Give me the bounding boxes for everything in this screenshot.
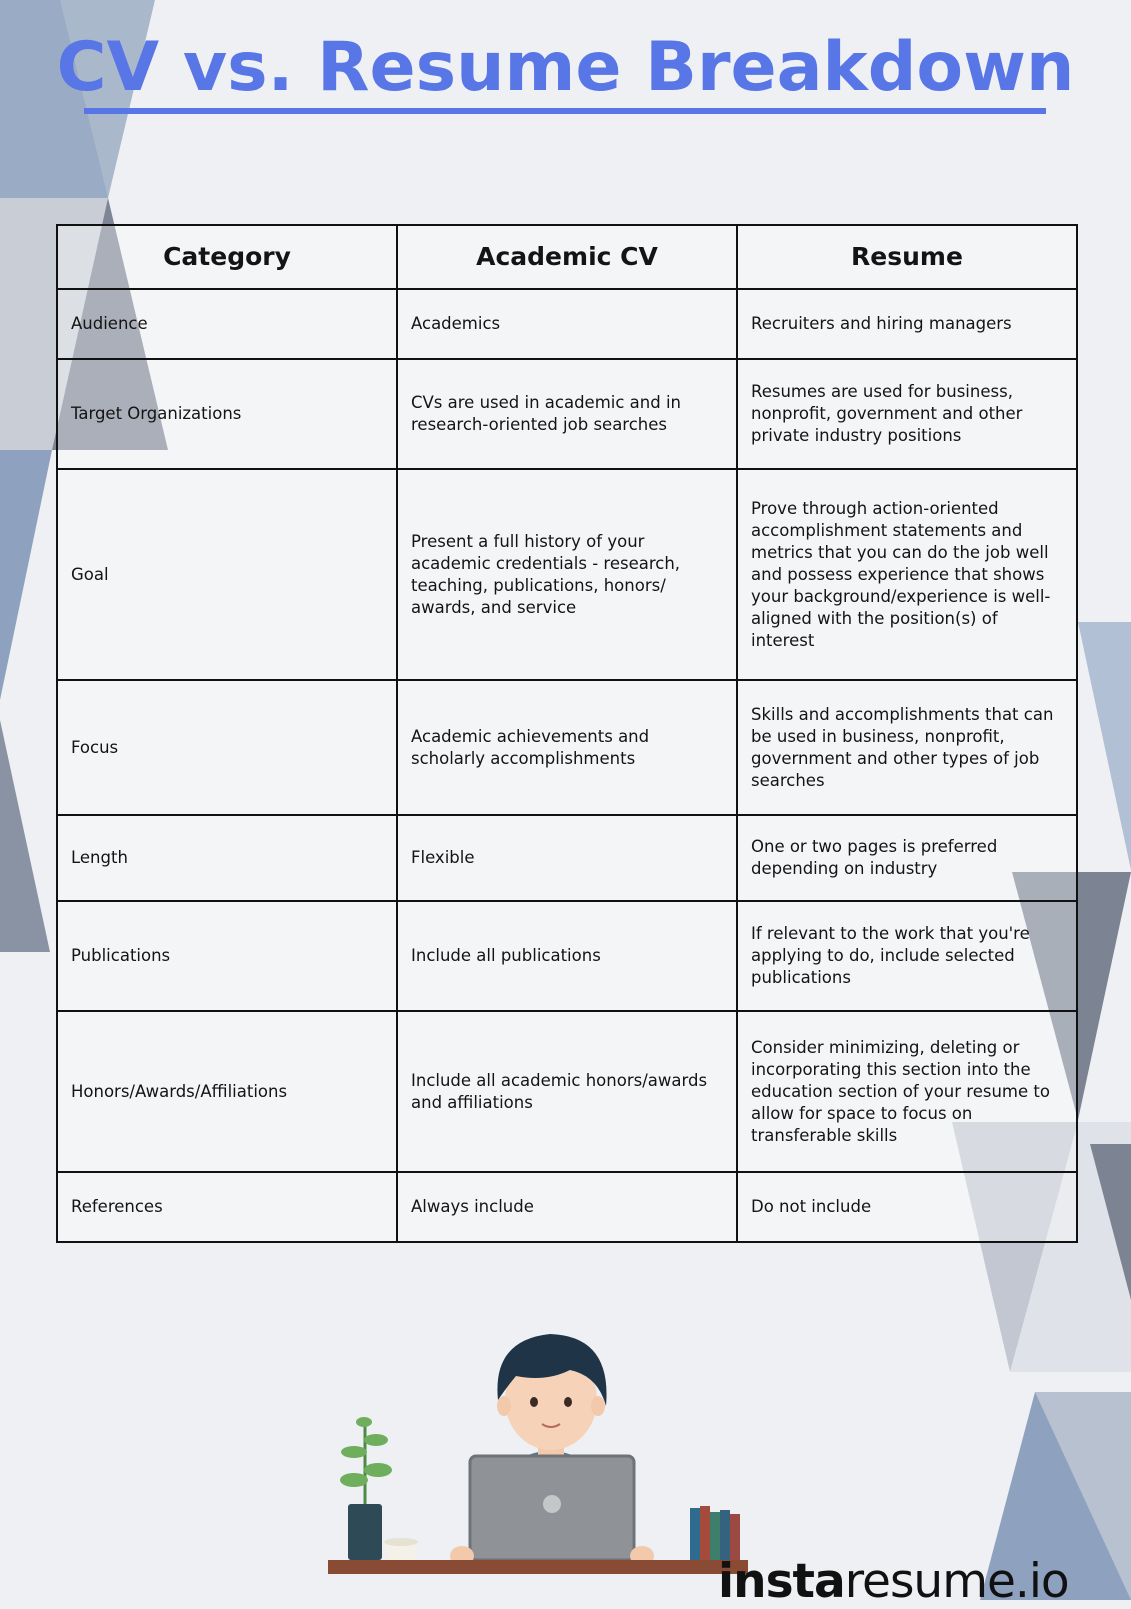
- resume-cell: Do not include: [737, 1172, 1077, 1242]
- page-title: CV vs. Resume Breakdown: [56, 28, 1075, 107]
- category-cell: References: [57, 1172, 397, 1242]
- table-row: [57, 469, 1077, 680]
- category-cell: Audience: [57, 289, 397, 359]
- category-cell: Length: [57, 815, 397, 901]
- cv-cell: Flexible: [397, 815, 737, 901]
- category-cell: Publications: [57, 901, 397, 1011]
- table-row: [57, 815, 1077, 901]
- column-header-category: Category: [57, 225, 397, 289]
- brand-logo: [718, 1554, 1069, 1609]
- resume-cell: Recruiters and hiring managers: [737, 289, 1077, 359]
- table-row: [57, 1011, 1077, 1172]
- table-row: [57, 901, 1077, 1011]
- resume-cell: Resumes are used for business, nonprofit, government and other private industry positions: [737, 359, 1077, 469]
- resume-cell: If relevant to the work that you're applying to do, include selected publications: [737, 901, 1077, 1011]
- cv-cell: Academic achievements and scholarly accomplishments: [397, 680, 737, 815]
- cv-cell: Include all academic honors/awards and affiliations: [397, 1011, 737, 1172]
- column-header-resume: Resume: [737, 225, 1077, 289]
- cv-cell: Present a full history of your academic credentials - research, teaching, publications, honors/ awards, and service: [397, 469, 737, 680]
- brand-part-resume: resume.io: [844, 1554, 1069, 1609]
- cv-cell: CVs are used in academic and in research-oriented job searches: [397, 359, 737, 469]
- resume-cell: Prove through action-oriented accomplishment statements and metrics that you can do the job well and possess experience that shows your background/experience is well-aligned with the position(s) of interest: [737, 469, 1077, 680]
- resume-cell: One or two pages is preferred depending on industry: [737, 815, 1077, 901]
- cv-cell: Academics: [397, 289, 737, 359]
- resume-cell: Skills and accomplishments that can be used in business, nonprofit, government and other types of job searches: [737, 680, 1077, 815]
- brand-part-insta: insta: [718, 1554, 845, 1609]
- cv-cell: Always include: [397, 1172, 737, 1242]
- table-row: [57, 680, 1077, 815]
- title-underline: [84, 108, 1046, 114]
- category-cell: Focus: [57, 680, 397, 815]
- table-row: [57, 1172, 1077, 1242]
- table-row: [57, 289, 1077, 359]
- comparison-table: [56, 224, 1078, 1243]
- category-cell: Goal: [57, 469, 397, 680]
- category-cell: Target Organizations: [57, 359, 397, 469]
- header-row: [57, 225, 1077, 289]
- column-header-academic-cv: Academic CV: [397, 225, 737, 289]
- resume-cell: Consider minimizing, deleting or incorporating this section into the education section of your resume to allow for space to focus on transferable skills: [737, 1011, 1077, 1172]
- category-cell: Honors/Awards/Affiliations: [57, 1011, 397, 1172]
- cv-cell: Include all publications: [397, 901, 737, 1011]
- table-row: [57, 359, 1077, 469]
